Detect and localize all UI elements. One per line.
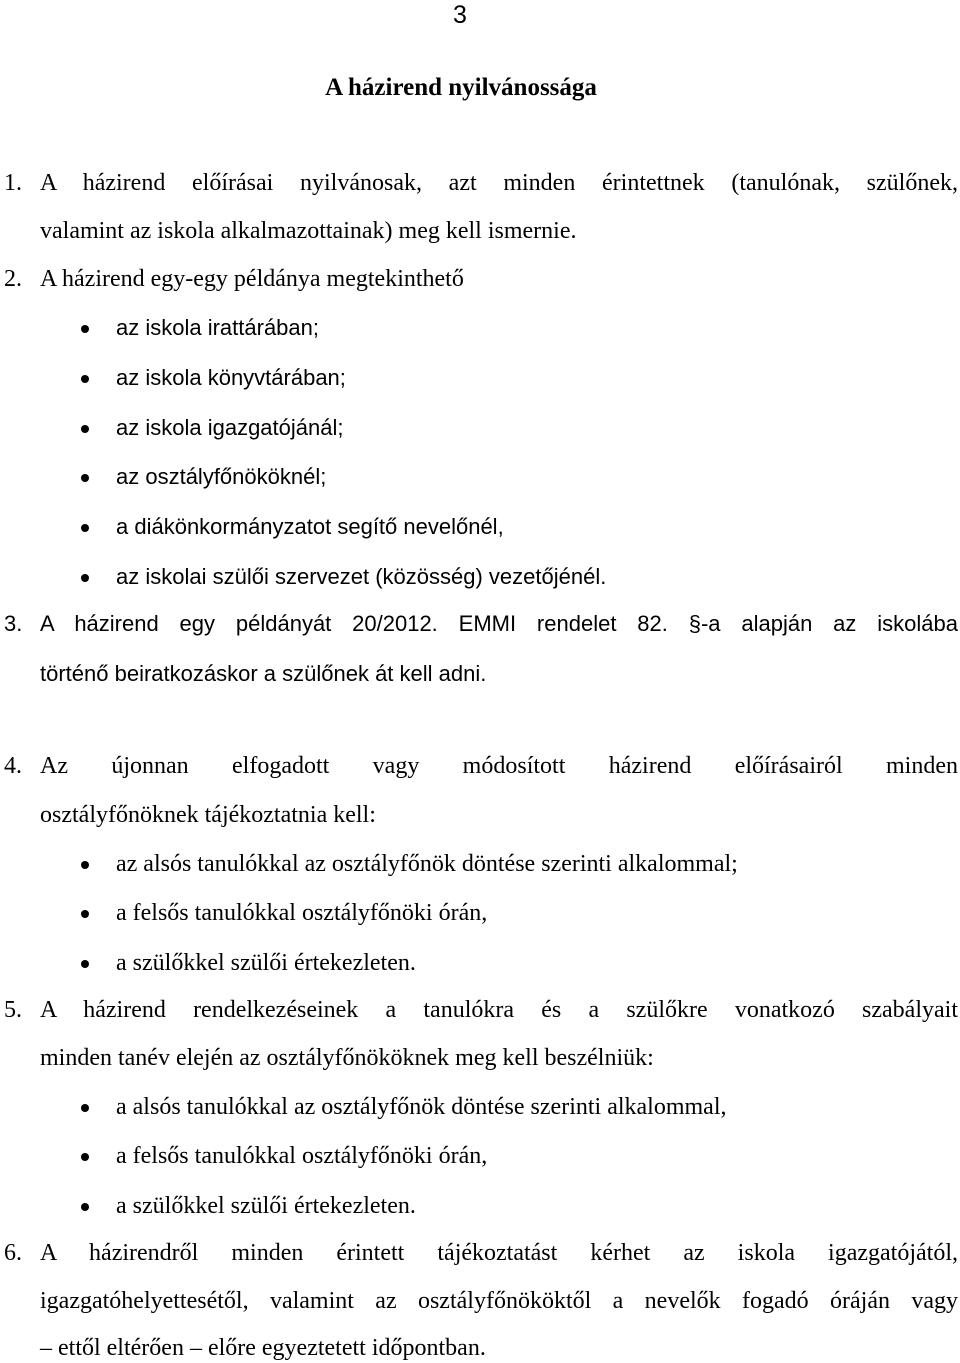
bullet-icon bbox=[81, 425, 89, 433]
item-3-line-1: A házirend egy példányát 20/2012. EMMI rendelet 82. §-a alapján az iskolába bbox=[40, 611, 958, 636]
item-2-line-1: A házirend egy-egy példánya megtekinthető bbox=[40, 266, 464, 292]
list-item: az iskola igazgatójánál; bbox=[116, 415, 344, 440]
item-number: 4. bbox=[4, 753, 22, 779]
item-1-line-2: valamint az iskola alkalmazottainak) meg kell ismernie. bbox=[40, 218, 577, 244]
bullet-icon bbox=[81, 910, 89, 918]
list-item: a szülőkkel szülői értekezleten. bbox=[116, 950, 416, 976]
list-item: a felsős tanulókkal osztályfőnöki órán, bbox=[116, 900, 488, 926]
item-5-line-2: minden tanév elején az osztályfőnököknek meg kell beszélniük: bbox=[40, 1045, 654, 1071]
item-1-line-1: A házirend előírásai nyilvánosak, azt minden érintettnek (tanulónak, szülőnek, bbox=[40, 170, 958, 196]
bullet-icon bbox=[81, 1203, 89, 1211]
item-4-line-2: osztályfőnöknek tájékoztatnia kell: bbox=[40, 802, 376, 828]
page-number: 3 bbox=[453, 1, 467, 29]
list-item: a diákönkormányzatot segítő nevelőnél, bbox=[116, 514, 504, 539]
list-item: a alsós tanulókkal az osztályfőnök döntése szerinti alkalommal, bbox=[116, 1094, 727, 1120]
item-5-line-1: A házirend rendelkezéseinek a tanulókra és a szülőkre vonatkozó szabályait bbox=[40, 997, 958, 1023]
bullet-icon bbox=[81, 1104, 89, 1112]
list-item: a felsős tanulókkal osztályfőnöki órán, bbox=[116, 1143, 488, 1169]
item-number: 6. bbox=[4, 1240, 22, 1266]
item-3-line-2: történő beiratkozáskor a szülőnek át kell adni. bbox=[40, 661, 487, 686]
item-number: 1. bbox=[4, 170, 22, 196]
item-number: 5. bbox=[4, 997, 22, 1023]
page-title: A házirend nyilvánossága bbox=[325, 74, 597, 101]
list-item: az alsós tanulókkal az osztályfőnök döntése szerinti alkalommal; bbox=[116, 851, 738, 877]
bullet-icon bbox=[81, 574, 89, 582]
item-6-line-3: – ettől eltérően – előre egyeztetett időpontban. bbox=[40, 1335, 486, 1361]
list-item: az iskola könyvtárában; bbox=[116, 365, 346, 390]
bullet-icon bbox=[81, 474, 89, 482]
bullet-icon bbox=[81, 325, 89, 333]
list-item: az iskolai szülői szervezet (közösség) vezetőjénél. bbox=[116, 564, 607, 589]
item-6-line-1: A házirendről minden érintett tájékoztatást kérhet az iskola igazgatójától, bbox=[40, 1240, 958, 1266]
bullet-icon bbox=[81, 1153, 89, 1161]
list-item: az osztályfőnököknél; bbox=[116, 464, 327, 489]
list-item: az iskola irattárában; bbox=[116, 315, 319, 340]
item-4-line-1: Az újonnan elfogadott vagy módosított házirend előírásairól minden bbox=[40, 753, 958, 779]
item-number: 2. bbox=[4, 266, 22, 292]
item-number: 3. bbox=[4, 611, 23, 636]
item-6-line-2: igazgatóhelyettesétől, valamint az osztályfőnököktől a nevelők fogadó óráján vagy bbox=[40, 1288, 958, 1314]
bullet-icon bbox=[81, 375, 89, 383]
bullet-icon bbox=[81, 861, 89, 869]
bullet-icon bbox=[81, 524, 89, 532]
bullet-icon bbox=[81, 960, 89, 968]
list-item: a szülőkkel szülői értekezleten. bbox=[116, 1193, 416, 1219]
